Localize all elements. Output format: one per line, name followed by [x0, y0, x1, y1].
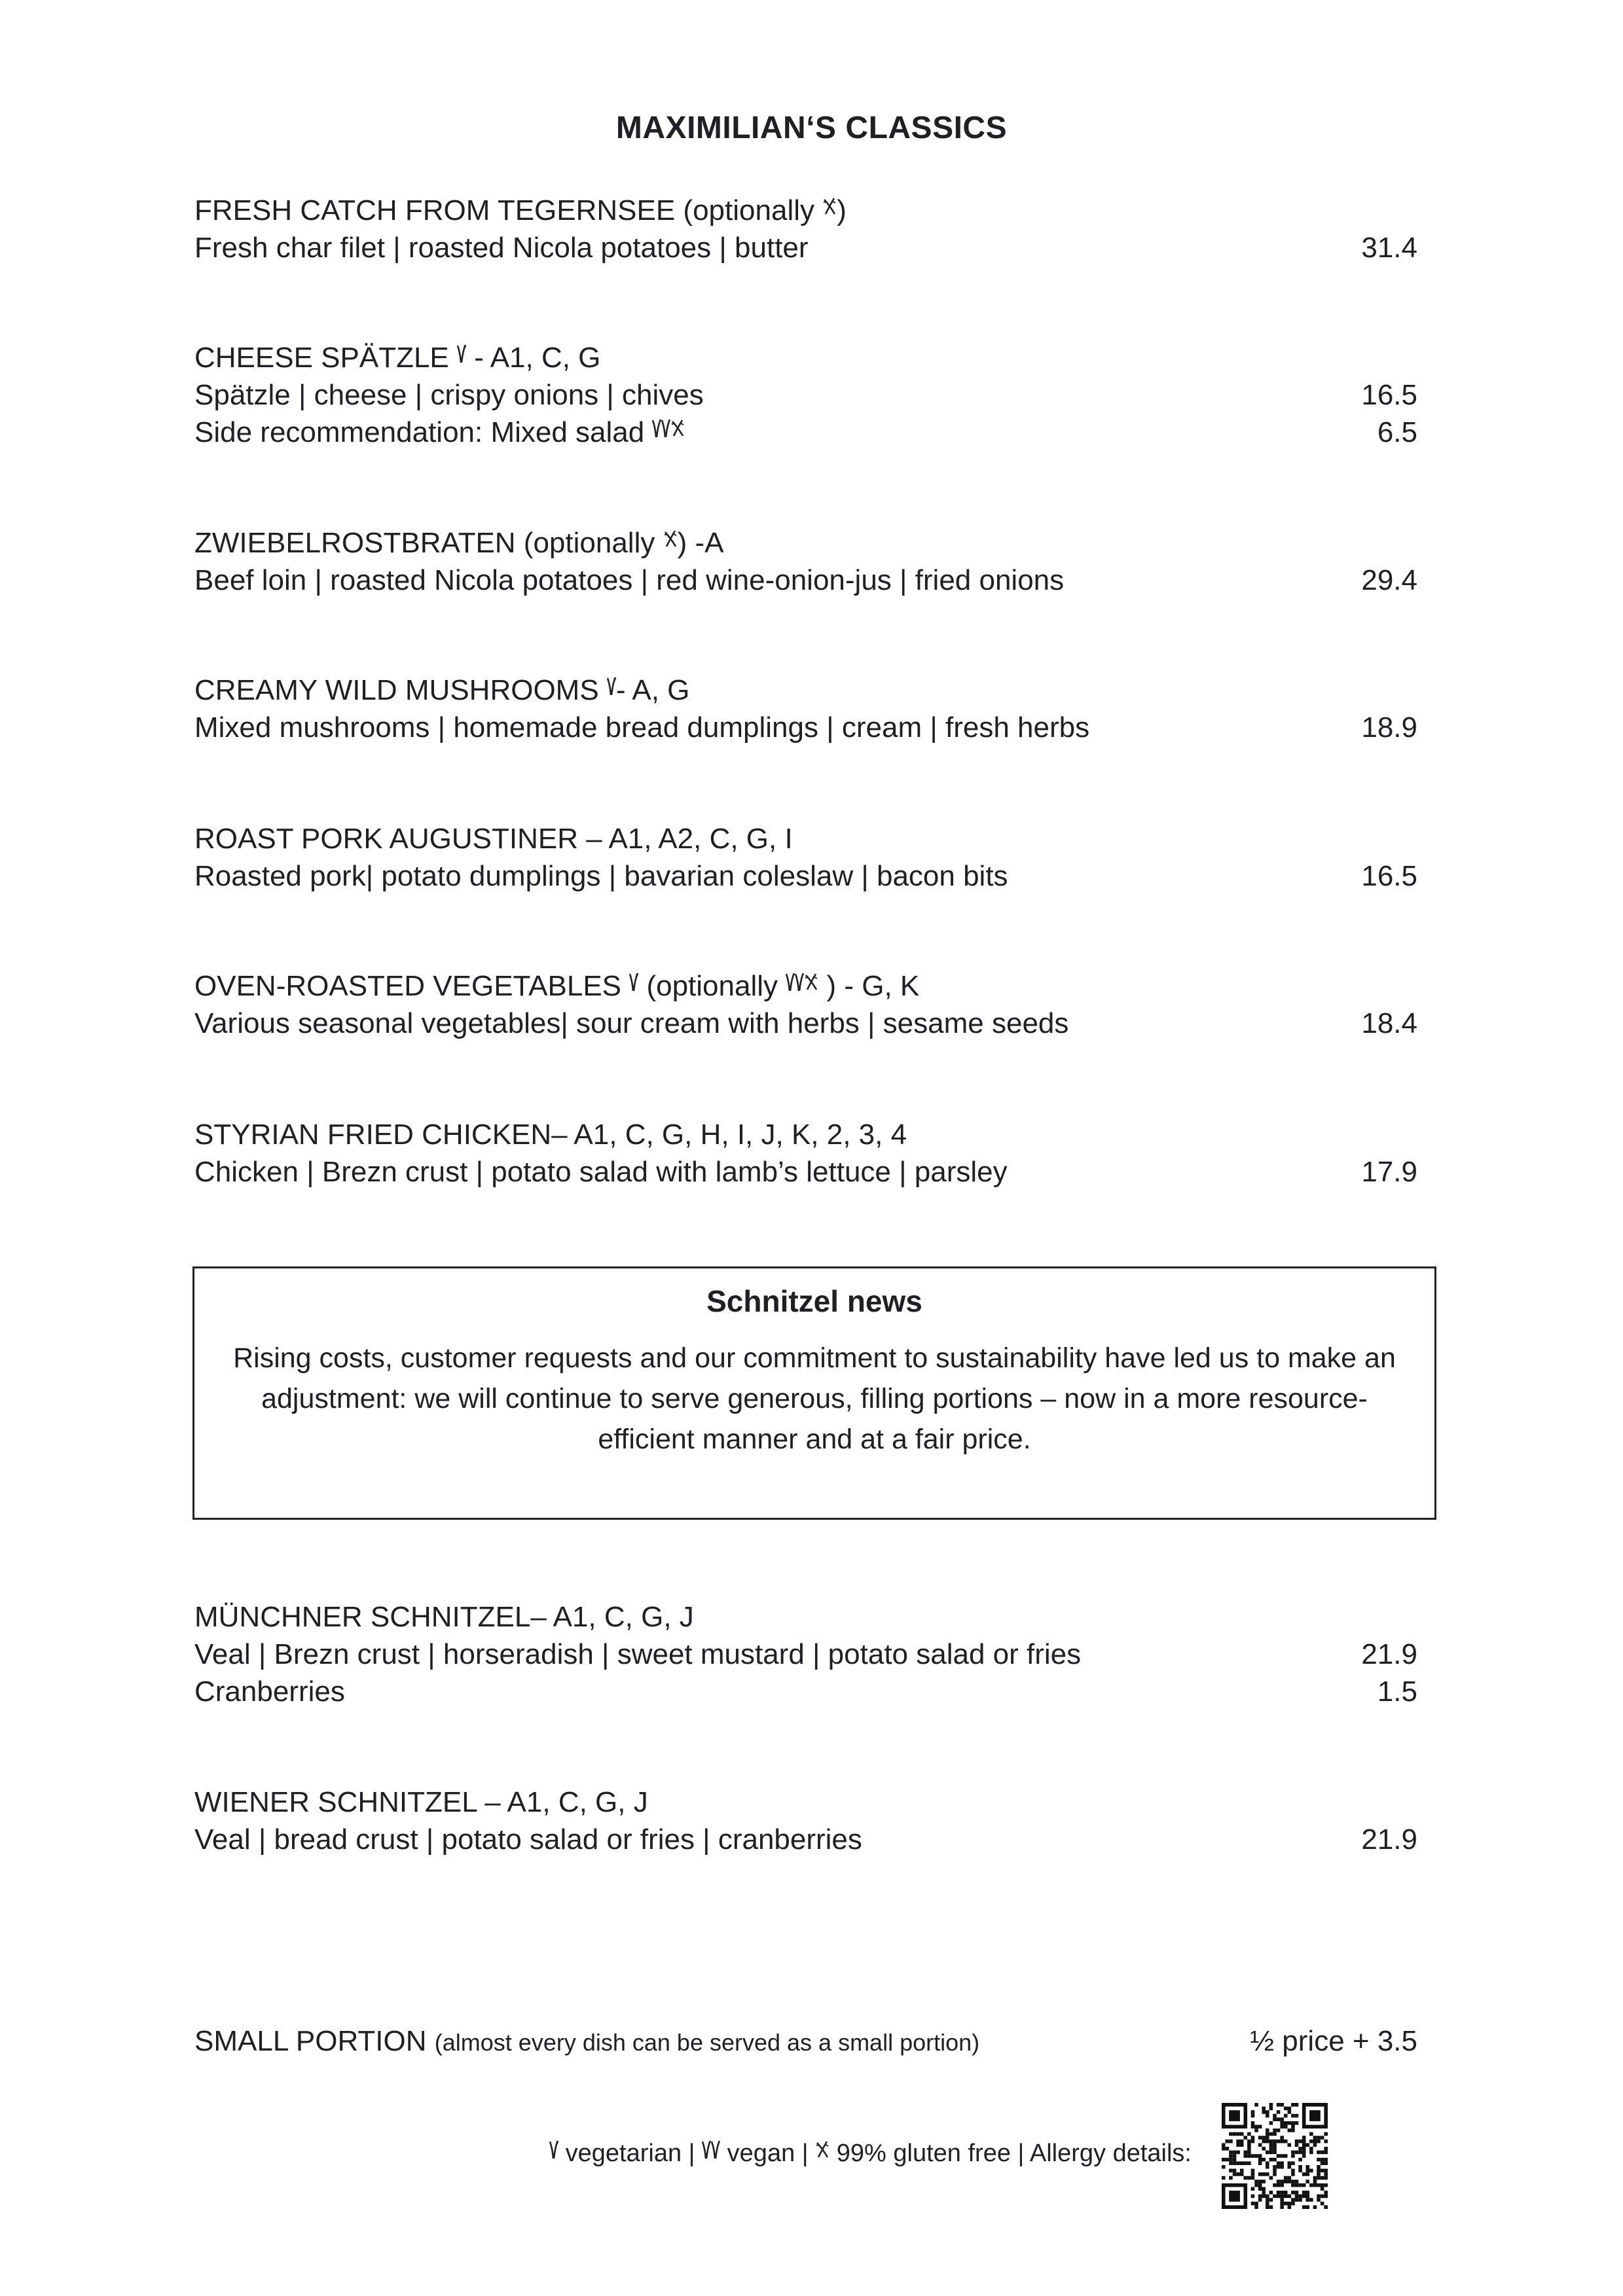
dish-title-text: OVEN-ROASTED VEGETABLES	[194, 970, 630, 1002]
gluten-free-icon	[822, 197, 837, 217]
dish-title-text: ZWIEBELROSTBRATEN (optionally	[194, 527, 663, 559]
gluten-free-icon	[815, 2140, 830, 2160]
page-title: MAXIMILIAN‘S CLASSICS	[615, 111, 1008, 145]
legend-allergy-details: Allergy details:	[1029, 2140, 1192, 2167]
dish-line	[194, 1821, 1417, 1858]
dish-line	[194, 709, 1417, 746]
legend-gluten-free: 99% gluten free	[836, 2140, 1011, 2167]
dish-line	[194, 376, 1417, 414]
dish-description: Fresh char filet | roasted Nicola potatoes | butter	[194, 232, 809, 264]
dish-title	[194, 967, 1417, 1005]
menu-item	[194, 192, 1417, 266]
separator: |	[801, 2140, 809, 2167]
dish-price: 18.9	[1361, 711, 1417, 744]
dish-price: 16.5	[1361, 860, 1417, 892]
vegan-icon	[702, 2140, 720, 2160]
dish-description: Various seasonal vegetables| sour cream with herbs | sesame seeds	[194, 1007, 1069, 1039]
diet-legend	[0, 2135, 1192, 2172]
dish-title-text: MÜNCHNER SCHNITZEL– A1, C, G, J	[194, 1601, 694, 1633]
dish-line	[194, 562, 1417, 599]
dish-title-text: WIENER SCHNITZEL – A1, C, G, J	[194, 1786, 648, 1818]
dish-description: Beef loin | roasted Nicola potatoes | red wine-onion-jus | fried onions	[194, 564, 1065, 596]
dish-price: 1.5	[1377, 1676, 1417, 1708]
dish-line	[194, 414, 1417, 451]
dish-line	[194, 1636, 1417, 1673]
dish-description: Chicken | Brezn crust | potato salad with lamb’s lettuce | parsley	[194, 1156, 1008, 1188]
schnitzel-news-box	[192, 1266, 1436, 1520]
vegetarian-icon	[629, 973, 638, 992]
small-portion-price: ½ price + 3.5	[1250, 2025, 1417, 2057]
dish-title-text: ) -A	[677, 527, 724, 559]
dish-line	[194, 229, 1417, 266]
dish-title	[194, 524, 1417, 562]
dish-title	[194, 1116, 1417, 1153]
menu-item	[194, 672, 1417, 746]
dish-price: 6.5	[1377, 416, 1417, 448]
dish-title	[194, 1784, 1417, 1821]
vegetarian-icon	[457, 344, 466, 364]
dish-title-text: )	[837, 194, 847, 226]
dish-title	[194, 672, 1417, 709]
dish-line	[194, 1673, 1417, 1710]
vegetarian-icon	[607, 677, 616, 696]
dish-price: 21.9	[1361, 1823, 1417, 1856]
menu-item	[194, 967, 1417, 1042]
gluten-free-icon	[804, 973, 818, 992]
dish-price: 16.5	[1361, 379, 1417, 411]
legend-vegan: vegan	[727, 2140, 795, 2167]
dish-title	[194, 820, 1417, 857]
dish-description: Cranberries	[194, 1676, 345, 1708]
dish-title	[194, 192, 1417, 229]
dish-price: 21.9	[1361, 1638, 1417, 1670]
menu-item	[194, 524, 1417, 599]
dish-price: 18.4	[1361, 1007, 1417, 1039]
dish-title-text: - A, G	[615, 674, 690, 706]
notice-body: Rising costs, customer requests and our commitment to sustainability have led us to make an adjustment: we will continue to serve generous, filling portions – now in a more resource-efficient manner and at a fair price.	[233, 1342, 1396, 1455]
separator: |	[1017, 2140, 1025, 2167]
notice-heading: Schnitzel news	[706, 1284, 922, 1318]
gluten-free-icon	[663, 529, 678, 549]
vegan-icon	[652, 419, 670, 439]
dish-description: Veal | Brezn crust | horseradish | sweet mustard | potato salad or fries	[194, 1638, 1082, 1670]
dish-line	[194, 1005, 1417, 1042]
dish-price: 17.9	[1361, 1156, 1417, 1188]
dish-description: Roasted pork| potato dumplings | bavarian coleslaw | bacon bits	[194, 860, 1008, 892]
dish-title-text: CHEESE SPÄTZLE	[194, 342, 458, 374]
small-portion-label: SMALL PORTION	[194, 2025, 427, 2057]
dish-description: Veal | bread crust | potato salad or fries | cranberries	[194, 1823, 862, 1856]
dish-line	[194, 857, 1417, 895]
dish-price: 31.4	[1361, 232, 1417, 264]
dish-title-text: - A1, C, G	[466, 342, 601, 374]
menu-item	[194, 1784, 1417, 1858]
dish-title-text: CREAMY WILD MUSHROOMS	[194, 674, 607, 706]
separator: |	[688, 2140, 695, 2167]
dish-title-text: (optionally	[638, 970, 786, 1002]
dish-description: Side recommendation: Mixed salad	[194, 416, 653, 448]
dish-title	[194, 339, 1417, 376]
gluten-free-icon	[670, 419, 685, 439]
menu-item	[194, 339, 1417, 451]
dish-title-text: ) - G, K	[818, 970, 920, 1002]
menu-item	[194, 820, 1417, 895]
dish-title-text: ROAST PORK AUGUSTINER – A1, A2, C, G, I	[194, 823, 793, 855]
menu-item	[194, 1116, 1417, 1191]
dish-title	[194, 1598, 1417, 1636]
dish-price: 29.4	[1361, 564, 1417, 596]
vegetarian-icon	[549, 2140, 558, 2160]
legend-vegetarian: vegetarian	[565, 2140, 682, 2167]
dish-description: Spätzle | cheese | crispy onions | chives	[194, 379, 704, 411]
menu-item	[194, 1598, 1417, 1710]
vegan-icon	[786, 973, 804, 992]
qr-code-icon[interactable]	[1222, 2103, 1328, 2209]
dish-description: Mixed mushrooms | homemade bread dumplings | cream | fresh herbs	[194, 711, 1090, 744]
dish-title-text: STYRIAN FRIED CHICKEN– A1, C, G, H, I, J, K, 2, 3, 4	[194, 1119, 907, 1151]
dish-title-text: FRESH CATCH FROM TEGERNSEE (optionally	[194, 194, 823, 226]
small-portion-note: (almost every dish can be served as a small portion)	[434, 2029, 980, 2056]
dish-line	[194, 1153, 1417, 1191]
small-portion-row	[194, 2022, 1417, 2061]
